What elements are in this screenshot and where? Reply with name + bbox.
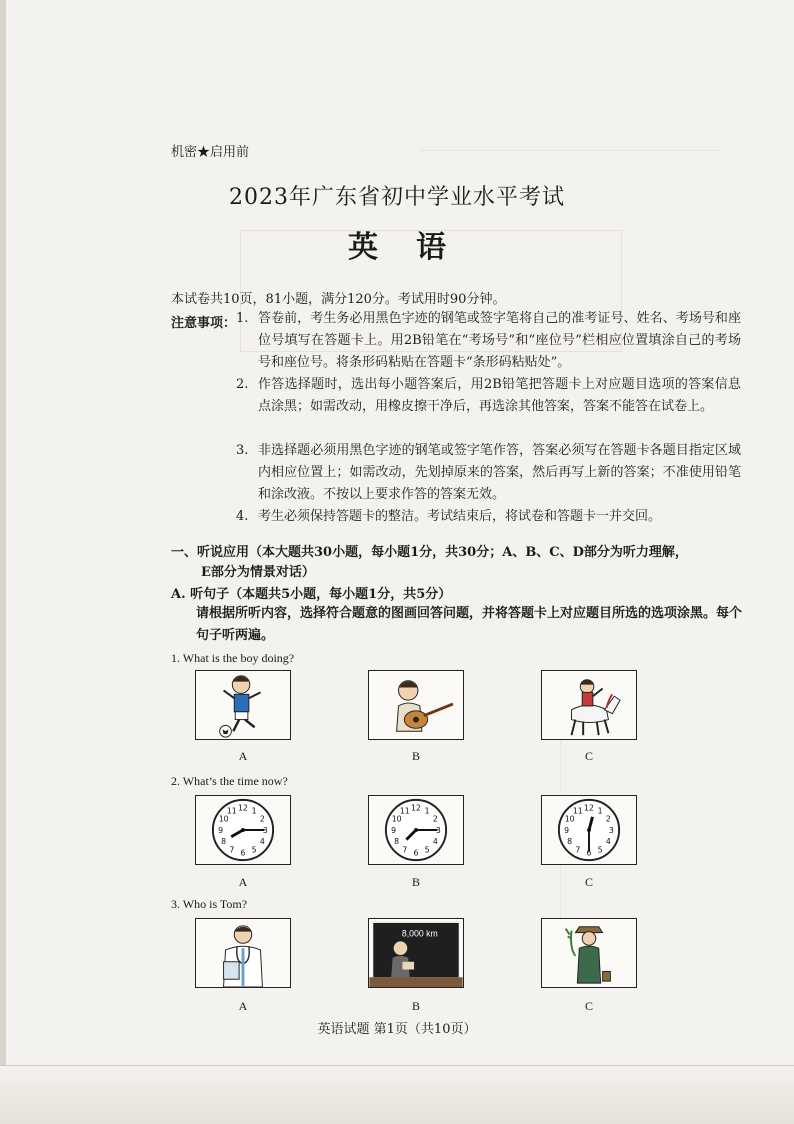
question-text: Who is Tom? [182, 897, 248, 911]
clock-number: 9 [391, 825, 397, 835]
boy-riding-horse-image [541, 670, 637, 740]
clock-center [241, 828, 245, 832]
question-text: What is the boy doing? [182, 651, 295, 665]
option-label: B [411, 999, 420, 1013]
scan-bottom-edge [0, 1065, 794, 1124]
clock-image-b [368, 795, 464, 865]
option-label: B [411, 875, 420, 889]
clock-number: 1 [251, 806, 257, 816]
confidential-label: 机密★启用前 [171, 145, 250, 160]
clock-center [587, 828, 591, 832]
exam-info: 本试卷共10页，81小题，满分120分。考试用时90分钟。 [171, 292, 506, 307]
notice-item [236, 506, 741, 528]
clock-number: 9 [218, 825, 224, 835]
section-heading-line: E部分为情景对话） [201, 565, 315, 580]
option-label: A [238, 999, 248, 1013]
notice-label: 注意事项： [171, 316, 237, 331]
clock-number: 8 [221, 837, 227, 847]
question-2 [171, 774, 288, 789]
clock-number: 11 [226, 806, 237, 816]
clock-number: 4 [432, 837, 438, 847]
teacher-at-blackboard-image [368, 918, 464, 988]
question-text: What’s the time now? [182, 774, 288, 788]
clock-number: 8 [567, 837, 573, 847]
option-label: C [584, 875, 593, 889]
clock-number: 4 [605, 837, 611, 847]
option-label: A [238, 749, 248, 763]
notice-text: 非选择题必须用黑色字迹的钢笔或签字笔作答，答案必须写在答题卡各题目指定区域内相应位置上；如需改动，先划掉原来的答案，然后再写上新的答案；不准使用铅笔和涂改液。不按以上要求作答的答案无效。 [258, 443, 741, 502]
clock-number: 5 [597, 845, 603, 855]
clock-image-c [541, 795, 637, 865]
section-heading-line: 一、听说应用（本大题共30小题，每小题1分，共30分；A、B、C、D部分为听力理解， [171, 545, 688, 560]
notice-text: 作答选择题时，选出每小题答案后，用2B铅笔把答题卡上对应题目选项的答案信息点涂黑；如需改动，用橡皮擦干净后，再选涂其他答案，答案不能答在试卷上。 [258, 377, 741, 414]
subject-title: 英语 [348, 230, 484, 265]
blackboard-text: 8,000 km [401, 928, 438, 939]
doctor-image [195, 918, 291, 988]
farmer-image [541, 918, 637, 988]
clock-number: 8 [394, 837, 400, 847]
clock-number: 1 [424, 806, 430, 816]
notice-number: 2. [236, 377, 249, 392]
clock-center [414, 828, 418, 832]
option-label: C [584, 999, 593, 1013]
clock-number: 2 [259, 814, 265, 824]
clock-number: 11 [572, 806, 583, 816]
clock-number: 3 [608, 825, 614, 835]
part-a-title: A. 听句子（本题共5小题，每小题1分，共5分） [171, 587, 452, 602]
question-number: 2. [171, 774, 180, 788]
clock-number: 6 [240, 848, 246, 858]
clock-number: 9 [564, 825, 570, 835]
clock-number: 5 [251, 845, 257, 855]
question-1 [171, 651, 294, 666]
notice-text: 考生必须保持答题卡的整洁。考试结束后，将试卷和答题卡一并交回。 [258, 509, 662, 524]
notice-item [236, 374, 741, 418]
clock-number: 12 [238, 803, 248, 813]
option-label: A [238, 875, 248, 889]
scan-edge [0, 0, 6, 1124]
notice-item [236, 440, 741, 506]
clock-number: 4 [259, 837, 265, 847]
clock-number: 7 [575, 845, 581, 855]
option-label: B [411, 749, 420, 763]
notice-item [236, 308, 741, 374]
clock-number: 6 [413, 848, 419, 858]
boy-playing-football-image [195, 670, 291, 740]
clock-number: 3 [262, 825, 268, 835]
notice-number: 1. [236, 311, 249, 326]
exam-title: 2023年广东省初中学业水平考试 [229, 185, 565, 210]
clock-number: 12 [584, 803, 594, 813]
notice-number: 3. [236, 443, 249, 458]
notice-text: 答卷前，考生务必用黑色字迹的钢笔或签字笔将自己的准考证号、姓名、考场号和座位号填写在答题卡上。用2B铅笔在“考场号”和“座位号”栏相应位置填涂自己的考场号和座位号。将条形码粘贴在答题卡“条形码粘贴处”。 [258, 311, 741, 370]
clock-number: 6 [586, 848, 592, 858]
boy-playing-guitar-image [368, 670, 464, 740]
clock-number: 7 [229, 845, 235, 855]
clock-number: 3 [435, 825, 441, 835]
notice-number: 4. [236, 509, 249, 524]
clock-image-a [195, 795, 291, 865]
question-3 [171, 897, 247, 912]
part-a-instruction: 请根据所听内容，选择符合题意的图画回答问题，并将答题卡上对应题目所选的选项涂黑。每个句子听两遍。 [196, 606, 743, 643]
clock-number: 7 [402, 845, 408, 855]
clock-number: 10 [564, 814, 575, 824]
page-footer: 英语试题 第1页（共10页） [317, 1022, 477, 1037]
question-number: 1. [171, 651, 180, 665]
clock-number: 11 [399, 806, 410, 816]
clock-number: 12 [411, 803, 421, 813]
clock-number: 5 [424, 845, 430, 855]
clock-number: 2 [432, 814, 438, 824]
question-number: 3. [171, 897, 180, 911]
clock-number: 1 [597, 806, 603, 816]
bleed-through [420, 150, 720, 161]
section-heading [171, 543, 751, 583]
clock-number: 2 [605, 814, 611, 824]
clock-number: 10 [391, 814, 402, 824]
option-label: C [584, 749, 593, 763]
clock-number: 10 [218, 814, 229, 824]
